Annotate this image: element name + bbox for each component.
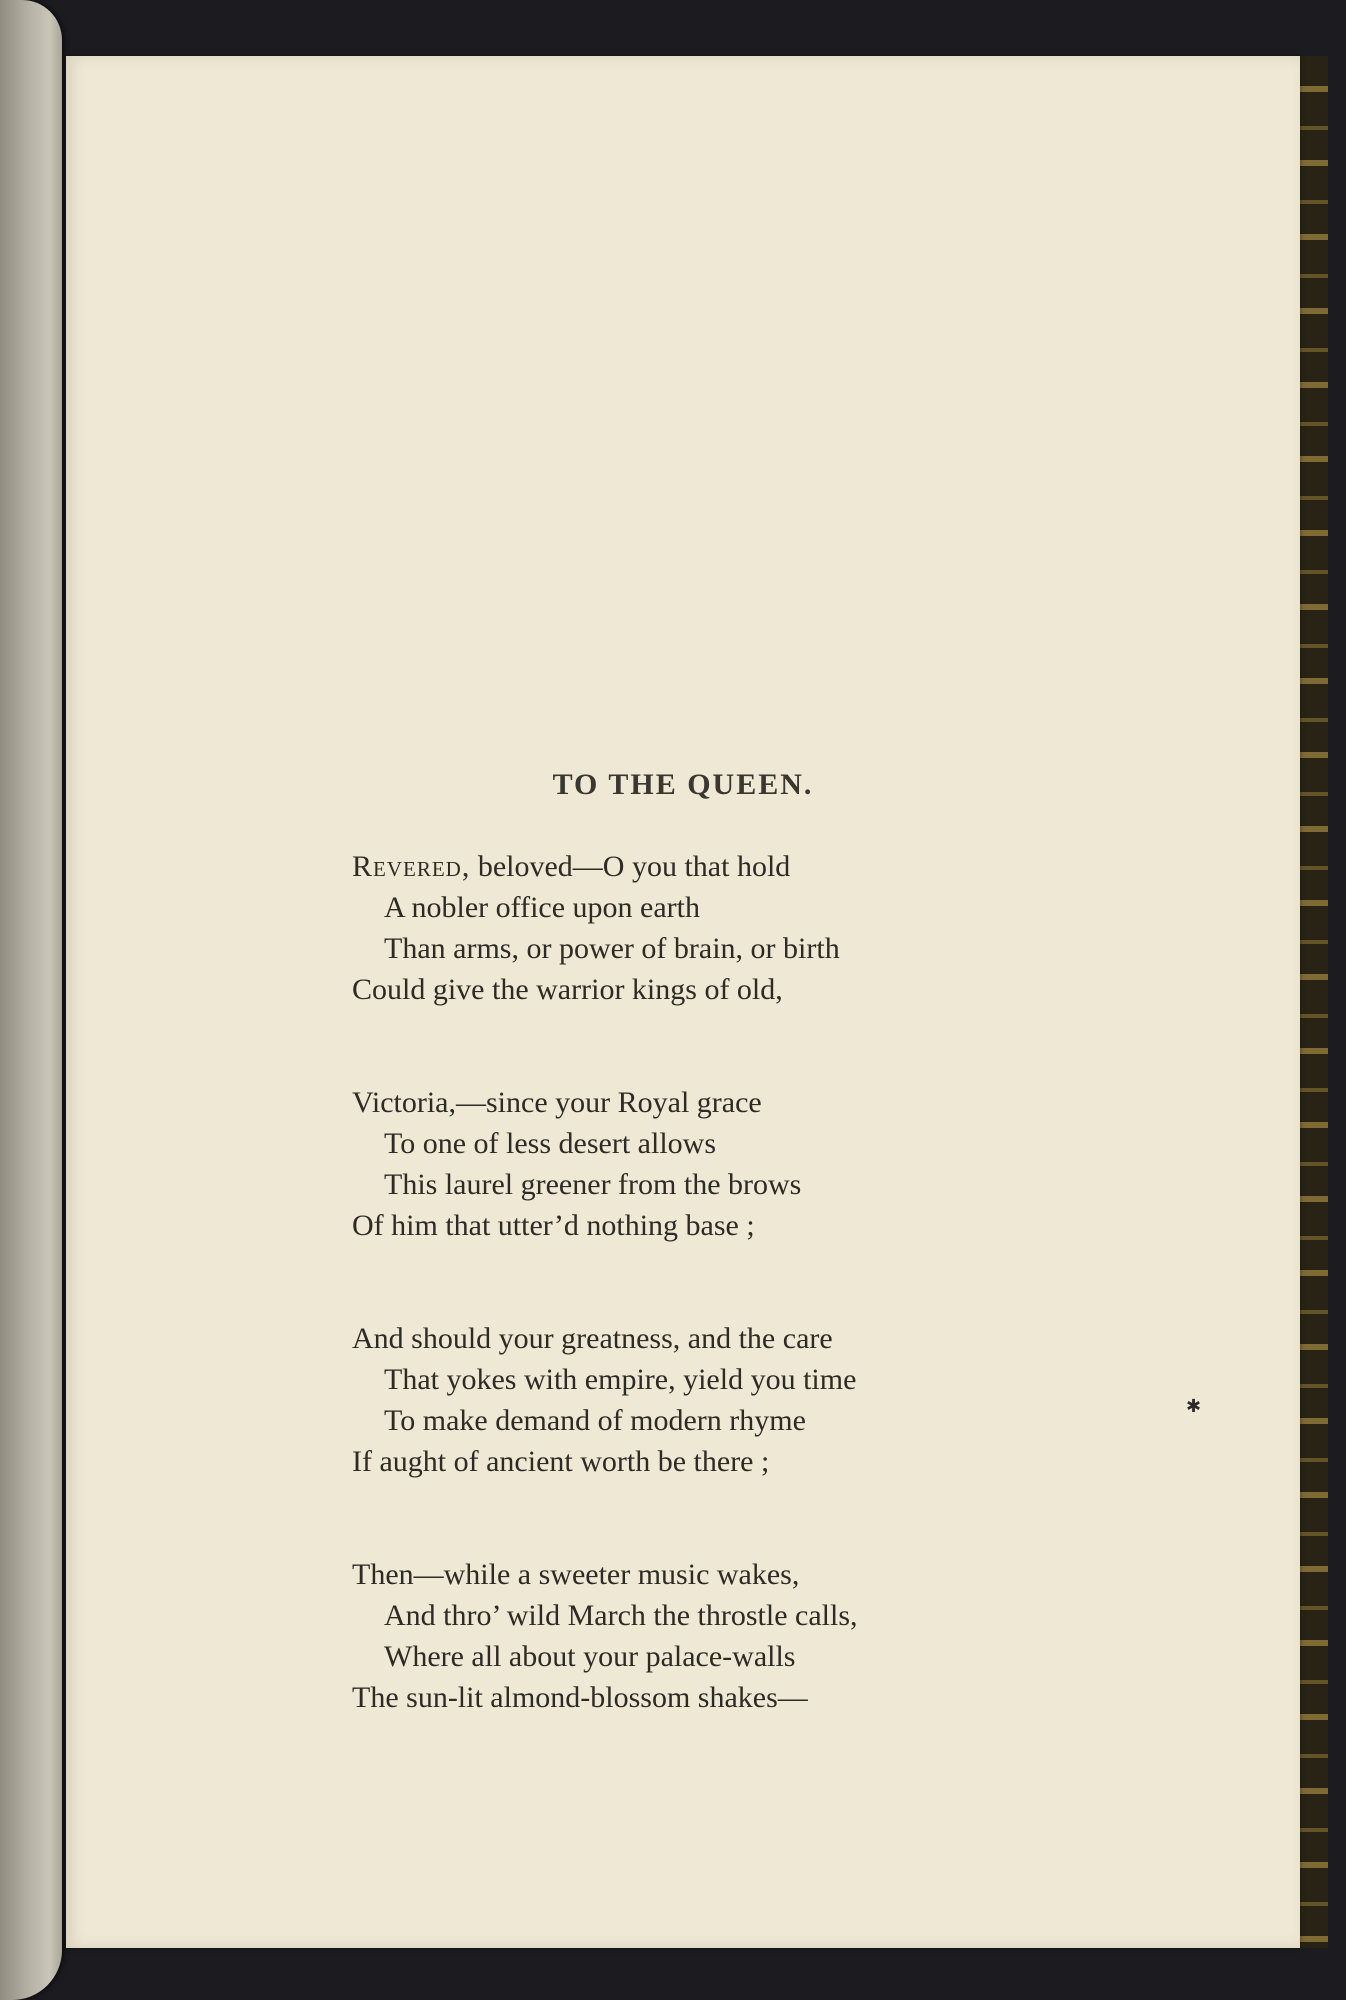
poem-line: Of him that utter’d nothing base ; [352, 1209, 755, 1242]
poem-body [352, 846, 1112, 1790]
poem-line: Than arms, or power of brain, or birth [384, 932, 840, 965]
poem-line: Then—while a sweeter music wakes, [352, 1558, 800, 1591]
poem-line: Victoria,—since your Royal grace [352, 1086, 762, 1119]
book-page [66, 56, 1300, 1948]
ink-speck-mark: ✱ [1186, 1396, 1202, 1416]
poem-line: A nobler office upon earth [384, 891, 701, 924]
stanza-1 [352, 846, 1112, 1010]
stanza-2 [352, 1082, 1112, 1246]
poem-line: To make demand of modern rhyme [384, 1404, 806, 1437]
poem-line: To one of less desert allows [384, 1127, 716, 1160]
opening-word: Revered, [352, 850, 471, 883]
poem-line [352, 846, 1112, 887]
stanza-3 [352, 1318, 1112, 1482]
poem-line: The sun-lit almond-blossom shakes— [352, 1681, 808, 1714]
poem-line: If aught of ancient worth be there ; [352, 1445, 770, 1478]
poem-line: Could give the warrior kings of old, [352, 973, 783, 1006]
poem-line: This laurel greener from the brows [384, 1168, 802, 1201]
poem-line: And thro’ wild March the throstle calls, [384, 1599, 858, 1632]
facing-page-edge [0, 0, 62, 2000]
poem-title: TO THE QUEEN. [552, 768, 814, 801]
poem-line: And should your greatness, and the care [352, 1322, 833, 1355]
poem-line-text: beloved—O you that hold [470, 850, 791, 883]
poem-line: That yokes with empire, yield you time [384, 1363, 857, 1396]
poem-line: Where all about your palace-walls [384, 1640, 796, 1673]
gilt-binding-edge [1300, 56, 1328, 1948]
stanza-4 [352, 1554, 1112, 1718]
